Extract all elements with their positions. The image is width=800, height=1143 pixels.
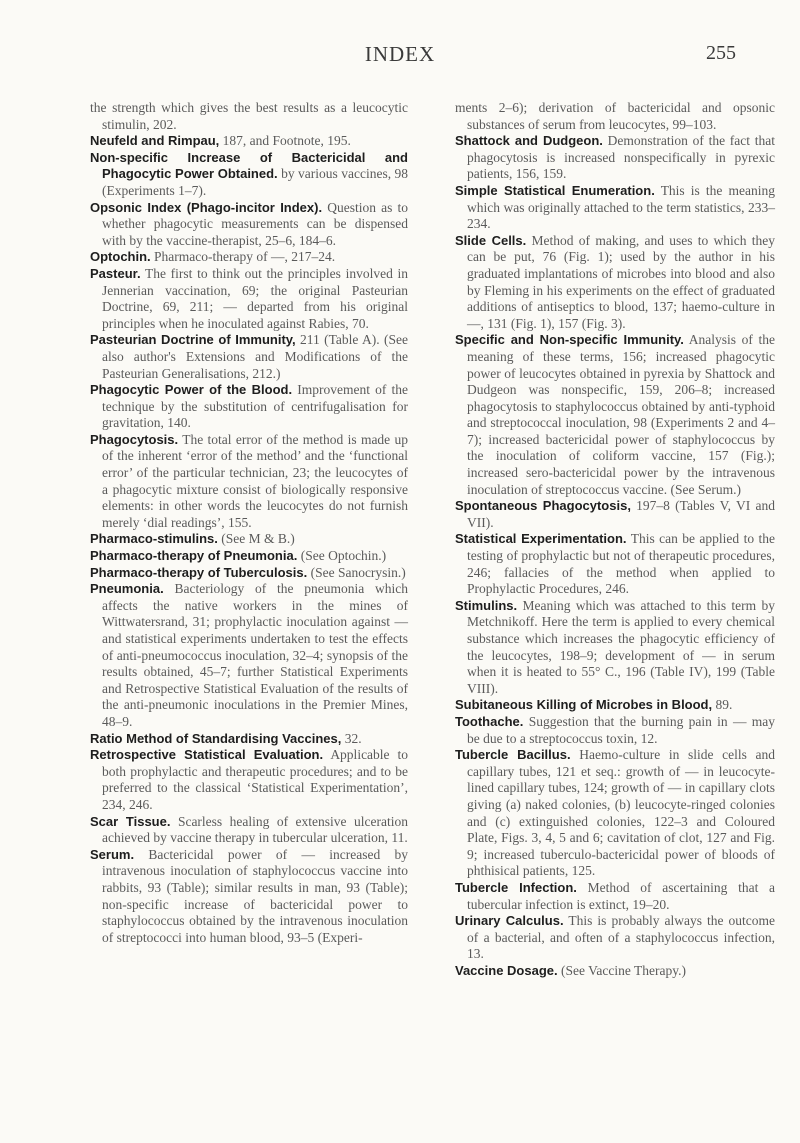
index-term: Pasteur. — [90, 265, 141, 281]
index-entry-text: Method of ascertaining that a tubercular infection is extinct, 19–20. — [467, 879, 776, 912]
index-term: Stimulins. — [455, 597, 518, 613]
index-entry-text: Demonstration of the fact that phagocytosis is increased nonspecifically in pyrexic patients, 156, 159. — [467, 133, 776, 182]
index-entry — [90, 581, 408, 730]
index-entry-text: (See M & B.) — [221, 531, 295, 547]
index-entry — [90, 531, 408, 548]
index-entry — [455, 133, 775, 183]
index-term: Pharmaco-therapy of Pneumonia. — [90, 548, 298, 564]
index-term: Urinary Calculus. — [455, 913, 564, 929]
index-entry-text: This is probably always the outcome of a bacterial, and often of a staphylococcus infection, 13. — [467, 913, 775, 962]
index-term: Tubercle Bacillus. — [455, 747, 571, 763]
page-header — [0, 42, 800, 72]
index-term: Neufeld and Rimpau, — [90, 133, 220, 149]
page-number: 255 — [706, 42, 736, 64]
index-entry — [90, 150, 408, 200]
index-term: Pharmaco-stimulins. — [90, 531, 218, 547]
index-entry-text: Bacteriology of the pneumonia which affects the native workers in the mines of Wittwatersrand, 31; prophylactic inoculation against — and statistical experiments undertaken to test the effects of anti-pneumococcus inoculation, 32–4; synopsis of the results obtained, 45–7; further Statistical Experiments and Retrospective Statistical Evaluation of the results of the anti-pneumonic inoculations in the Premier Mines, 48–9. — [102, 581, 408, 729]
index-term: Subitaneous Killing of Microbes in Blood, — [455, 697, 713, 713]
index-entry-text: Scarless healing of extensive ulceration achieved by vaccine therapy in tubercular ulceration, 11. — [102, 813, 408, 846]
index-entry — [90, 847, 408, 947]
index-entry-text: 187, and Footnote, 195. — [222, 133, 351, 149]
index-term: Phagocytosis. — [90, 431, 179, 447]
index-term: Tubercle Infection. — [455, 879, 577, 895]
index-term: Scar Tissue. — [90, 813, 171, 829]
index-entry — [455, 697, 775, 714]
index-entry-text: Haemo-culture in slide cells and capillary tubes, 121 et seq.: growth of — in leucocyte-lined capillary tubes, 124; growth of — in capillary clots giving (a) naked colonies, (b) leucocyte-ringed colonies and (c) extinguished colonies, 122–3 and Coloured Plate, Figs. 3, 4, 5 and 6; cavitation of clot, 127 and Fig. 9; increased tuberculo-bactericidal power of bloods of phthisical patients, 125. — [467, 747, 776, 879]
index-term: Spontaneous Phagocytosis, — [455, 498, 631, 514]
index-entry — [90, 548, 408, 565]
index-entry — [455, 747, 775, 880]
index-entry — [90, 200, 408, 250]
index-entry-text: (See Sanocrysin.) — [310, 564, 406, 580]
index-entry — [90, 432, 408, 532]
index-term: Ratio Method of Standardising Vaccines, — [90, 730, 342, 746]
index-entry-text: Analysis of the meaning of these terms, 156; increased phagocytic power of leucocytes obtained in pyrexia by Shattock and Dudgeon was nonspecific, 159, 206–8; increased phagocytosis to staphylococcus obtained by anti-typhoid and streptococcal inoculation, 98 (Experiments 2 and 4–7); increased bactericidal power of staphylococcus by the inoculation of coliform vaccine, 157 (Fig.); increased sero-bactericidal power by the intravenous inoculation of streptococcus vaccine. (See Serum.) — [467, 332, 775, 497]
index-entry — [455, 531, 775, 597]
index-entry-text: The total error of the method is made up of the inherent ‘error of the method’ and the ‘functional error’ of the particular technician, 23; the leucocytes of a phagocytic mixture consist of biologically responsive elements: in other words the leucocytes do not furnish merely ‘dial readings’, 155. — [102, 431, 408, 530]
index-entry-text: This can be applied to the testing of prophylactic but not of therapeutic procedures, 246; fallacies of the method when applied to Prophylactic Procedures, 246. — [467, 531, 775, 597]
index-entry — [90, 133, 408, 150]
index-entry — [90, 814, 408, 847]
index-entry-text: ments 2–6); derivation of bactericidal and opsonic substances of serum from leucocytes, 99–103. — [455, 100, 775, 132]
right-column — [455, 100, 775, 979]
index-term: Serum. — [90, 846, 135, 862]
index-term: Pasteurian Doctrine of Immunity, — [90, 332, 296, 348]
index-entry — [455, 598, 775, 698]
index-entry — [90, 565, 408, 582]
index-term: Pharmaco-therapy of Tuberculosis. — [90, 564, 308, 580]
index-entry-text: 197–8 (Tables V, VI and VII). — [467, 498, 775, 530]
index-entry — [455, 183, 775, 233]
index-term: Slide Cells. — [455, 232, 527, 248]
running-head: INDEX — [364, 42, 436, 66]
index-entry — [90, 332, 408, 382]
index-term: Statistical Experimentation. — [455, 531, 627, 547]
index-entry — [455, 963, 775, 980]
index-entry — [90, 382, 408, 432]
index-entry-text: Question as to whether phagocytic measurements can be dispensed with by the vaccine-therapist, 25–6, 184–6. — [102, 199, 409, 248]
index-entry — [90, 731, 408, 748]
index-entry-text: 89. — [715, 697, 733, 713]
index-entry-text: Bactericidal power of — increased by intravenous inoculation of staphylococcus vaccine into rabbits, 93 (Table); similar results in man, 93 (Table); non-specific increase of bactericidal power to staphylococcus obtained by the intravenous inoculation of streptococci into human blood, 93–5 (Experi- — [102, 846, 408, 945]
index-term: Pneumonia. — [90, 581, 164, 597]
index-term: Toothache. — [455, 713, 524, 729]
index-term: Non-specific Increase of Bactericidal and Phagocytic Power Obtained. — [90, 149, 408, 182]
index-entry-text: Pharmaco-therapy of —, 217–24. — [154, 249, 336, 265]
index-term: Shattock and Dudgeon. — [455, 133, 603, 149]
index-entry — [90, 249, 408, 266]
index-term: Phagocytic Power of the Blood. — [90, 382, 293, 398]
index-entry — [90, 747, 408, 813]
index-entry — [455, 913, 775, 963]
index-entry-text: the strength which gives the best results as a leucocytic stimulin, 202. — [90, 100, 408, 132]
index-term: Optochin. — [90, 249, 151, 265]
index-entry — [455, 714, 775, 747]
index-entry-text: Improvement of the technique by the substitution of centrifugalisation for gravitation, 140. — [102, 382, 409, 431]
index-term: Retrospective Statistical Evaluation. — [90, 747, 324, 763]
index-entry-text: 32. — [344, 730, 362, 746]
index-entry-text: Meaning which was attached to this term by Metchnikoff. Here the term is applied to every chemical substance which increases the phagocytic efficiency of the leucocytes, 198–9; development of — in serum when it is heated to 55° C., 196 (Table IV), 199 (Table VIII). — [467, 597, 775, 696]
index-entry — [455, 332, 775, 498]
index-entry-text: Method of making, and uses to which they can be put, 76 (Fig. 1); used by the author in his graduated implantations of microbes into blood and also by Fleming in his experiments on the effect of graduated additions of antiseptics to blood, 137; haemo-culture in —, 131 (Fig. 1), 157 (Fig. 3). — [467, 232, 776, 331]
index-entry — [455, 498, 775, 531]
index-term: Vaccine Dosage. — [455, 962, 558, 978]
index-term: Specific and Non-specific Immunity. — [455, 332, 684, 348]
index-entry — [90, 266, 408, 332]
index-entry-text: (See Optochin.) — [300, 548, 387, 564]
index-entry — [90, 100, 408, 133]
index-entry-text: by various vaccines, 98 (Experiments 1–7). — [102, 166, 409, 198]
index-entry-text: Applicable to both prophylactic and therapeutic procedures; and to be preferred to the classical ‘Statistical Experimentation’, 234, 246. — [102, 747, 408, 812]
left-column — [90, 100, 408, 946]
index-entry — [455, 100, 775, 133]
index-entry-text: (See Vaccine Therapy.) — [561, 962, 686, 978]
index-entry-text: The first to think out the principles involved in Jennerian vaccination, 69; the original Pasteurian Doctrine, 69, 211; — departed from his original principles when he inoculated against Rabies, 70. — [102, 265, 408, 331]
index-entry-text: This is the meaning which was originally attached to the term statistics, 233–234. — [467, 182, 776, 232]
index-entry — [455, 880, 775, 913]
index-entry-text: Suggestion that the burning pain in — may be due to a streptococcus toxin, 12. — [467, 713, 776, 746]
index-entry-text: 211 (Table A). (See also author's Extensions and Modifications of the Pasteurian Generalisations, 212.) — [102, 332, 408, 381]
index-term: Opsonic Index (Phago-incitor Index). — [90, 199, 323, 215]
index-entry — [455, 233, 775, 333]
index-term: Simple Statistical Enumeration. — [455, 182, 655, 198]
